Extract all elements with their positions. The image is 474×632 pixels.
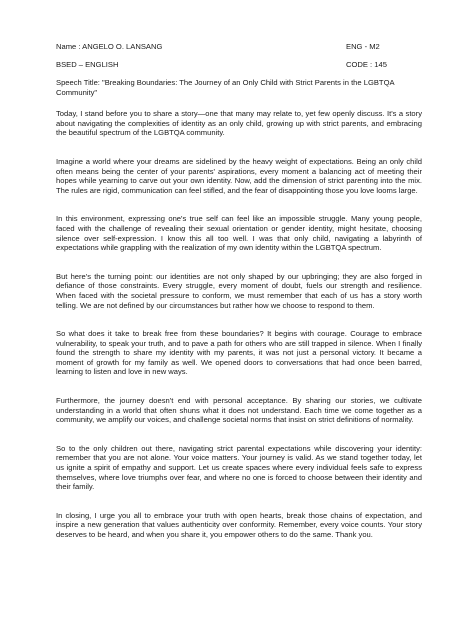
student-name: Name : ANGELO O. LANSANG bbox=[56, 42, 163, 51]
course-name: BSED – ENGLISH bbox=[56, 60, 119, 69]
paragraph-4: But here's the turning point: our identities are not only shaped by our upbringing; they are also forged in defiance of those constraints. Every struggle, every moment of doubt, fuels our strength and resilience. When faced with the societal pressure to conform, we must remember that each of us has a story worth telling. We are not defined by our circumstances but rather how we choose to respond to them. bbox=[56, 271, 422, 310]
subject-code: ENG - M2 bbox=[346, 42, 380, 51]
header-row-course bbox=[56, 60, 422, 70]
class-code: CODE : 145 bbox=[346, 60, 387, 69]
paragraph-7: So to the only children out there, navigating strict parental expectations while discovering your identity: remember that you are not alone. Your voice matters. Your journey is valid. As we stand together today, let us ignite a spirit of empathy and support. Let us create spaces where every individual feels safe to express themselves, where love triumphs over fear, and where no one is forced to choose between their identity and their family. bbox=[56, 443, 422, 492]
speech-title: Speech Title: "Breaking Boundaries: The Journey of an Only Child with Strict Parents in the LGBTQA Community" bbox=[56, 78, 395, 97]
paragraph-6: Furthermore, the journey doesn't end with personal acceptance. By sharing our stories, we cultivate understanding in a world that often shuns what it does not understand. Each time we come together as a community, we amplify our voices, and challenge societal norms that insist on strict definitions of normality. bbox=[56, 396, 422, 425]
paragraph-5: So what does it take to break free from these boundaries? It begins with courage. Courage to embrace vulnerability, to speak your truth, and to pave a path for others who are still trapped in silence. When I finally found the strength to share my identity with my parents, it was not just a personal victory. It became a moment of growth for my family as well. We opened doors to conversations that had once been barred, learning to listen and love in new ways. bbox=[56, 329, 422, 377]
paragraph-1: Today, I stand before you to share a story—one that many may relate to, yet few openly discuss. It's a story about navigating the complexities of identity as an only child, growing up with strict parents, and embracing the beautiful spectrum of the LGBTQA community. bbox=[56, 109, 422, 138]
paragraph-8: In closing, I urge you all to embrace your truth with open hearts, break those chains of expectation, and inspire a new generation that values authenticity over conformity. Remember, every voice counts. Your story deserves to be heard, and when you share it, you empower others to do the same. Thank you. bbox=[56, 510, 422, 539]
paragraph-3: In this environment, expressing one's true self can feel like an impossible struggle. Many young people, faced with the challenge of revealing their sexual orientation or gender identity, might hesitate, choosing silence over self-expression. I know this all too well. I was that only child, navigating a labyrinth of expectations while grappling with the realization of my own identity within the LGBTQA spectrum. bbox=[56, 214, 422, 253]
paragraph-2: Imagine a world where your dreams are sidelined by the heavy weight of expectations. Being an only child often means being the center of your parents' aspirations, every moment a balancing act of meeting their hopes while yearning to carve out your own identity. Now, add the dimension of strict parenting into the mix. The rules are rigid, communication can feel stifled, and the fear of disappointing those you love looms large. bbox=[56, 156, 422, 195]
header-row-name bbox=[56, 42, 422, 52]
